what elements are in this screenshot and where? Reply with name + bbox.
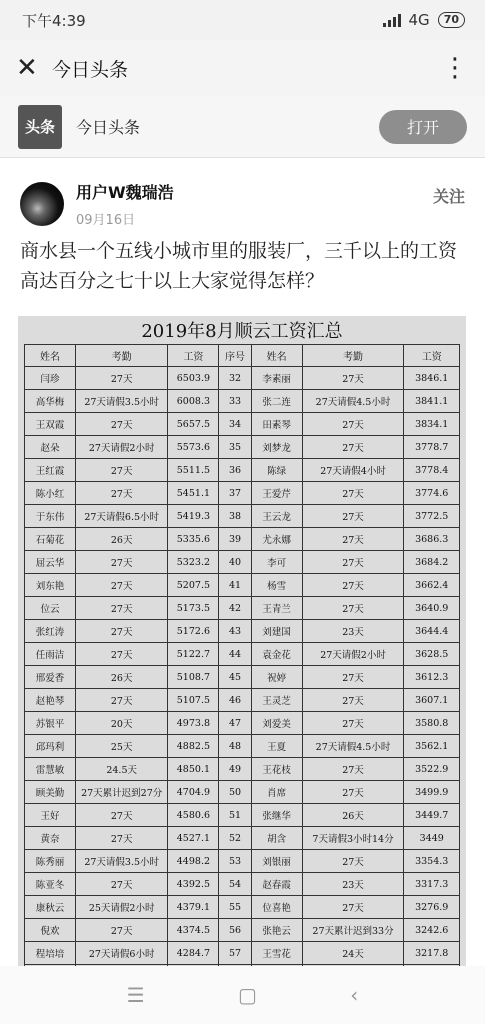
table-row	[25, 436, 460, 459]
post-date: 09月16日	[76, 213, 136, 228]
table-cell: 5323.2	[168, 551, 219, 574]
table-row	[25, 367, 460, 390]
table-row	[25, 873, 460, 896]
table-cell: 27天	[302, 551, 404, 574]
table-row	[25, 850, 460, 873]
table-cell: 46	[219, 689, 251, 712]
table-header-cell: 考勤	[75, 345, 168, 367]
table-cell: 李可	[251, 551, 302, 574]
table-cell: 3778.7	[404, 436, 460, 459]
table-cell: 27天	[75, 827, 168, 850]
table-cell: 57	[219, 942, 251, 965]
table-cell: 王爱芹	[251, 482, 302, 505]
table-cell: 27天	[302, 367, 404, 390]
table-cell: 23天	[302, 620, 404, 643]
table-body	[25, 367, 460, 967]
table-cell: 5107.5	[168, 689, 219, 712]
table-cell: 张二连	[251, 390, 302, 413]
table-cell: 23天	[302, 873, 404, 896]
table-cell: 赵艳琴	[25, 689, 76, 712]
table-cell: 刘东艳	[25, 574, 76, 597]
table-row	[25, 942, 460, 965]
table-cell: 5335.6	[168, 528, 219, 551]
table-cell: 3354.3	[404, 850, 460, 873]
table-cell: 25天	[75, 735, 168, 758]
author-name[interactable]: 用户W魏瑞浩	[76, 183, 174, 202]
status-time: 下午4:39	[22, 11, 86, 30]
table-row	[25, 390, 460, 413]
table-cell: 高华梅	[25, 390, 76, 413]
table-cell: 3217.8	[404, 942, 460, 965]
table-cell: 6503.9	[168, 367, 219, 390]
app-banner	[0, 96, 485, 158]
table-cell: 邢爱香	[25, 666, 76, 689]
table-cell: 27天请假6.5小时	[75, 505, 168, 528]
table-cell: 4379.1	[168, 896, 219, 919]
table-row	[25, 804, 460, 827]
table-cell: 张艳云	[251, 919, 302, 942]
table-cell: 3628.5	[404, 643, 460, 666]
table-row	[25, 735, 460, 758]
table-cell: 刘爱美	[251, 712, 302, 735]
table-cell: 26天	[75, 666, 168, 689]
table-cell: 3774.6	[404, 482, 460, 505]
table-cell: 3522.9	[404, 758, 460, 781]
table-row	[25, 827, 460, 850]
table-row	[25, 597, 460, 620]
table-cell: 3778.4	[404, 459, 460, 482]
sheet-title: 2019年8月顺云工资汇总	[141, 321, 343, 342]
table-cell: 王花枝	[251, 758, 302, 781]
table-row	[25, 574, 460, 597]
table-cell: 27天	[302, 896, 404, 919]
table-cell: 4850.1	[168, 758, 219, 781]
table-cell: 3607.1	[404, 689, 460, 712]
table-cell: 3684.2	[404, 551, 460, 574]
battery-level: 70	[443, 13, 459, 26]
table-cell: 倪欢	[25, 919, 76, 942]
table-header-cell: 姓名	[251, 345, 302, 367]
table-cell: 4392.5	[168, 873, 219, 896]
table-cell: 27天	[302, 781, 404, 804]
table-header-cell: 工资	[404, 345, 460, 367]
table-cell: 27天请假4.5小时	[302, 735, 404, 758]
table-cell: 5657.5	[168, 413, 219, 436]
table-cell: 5173.5	[168, 597, 219, 620]
table-cell: 27天	[302, 436, 404, 459]
table-cell: 任雨洁	[25, 643, 76, 666]
table-cell: 3686.3	[404, 528, 460, 551]
salary-sheet	[18, 316, 466, 966]
table-cell: 27天	[75, 873, 168, 896]
table-cell: 祝婷	[251, 666, 302, 689]
table-cell: 于东伟	[25, 505, 76, 528]
post-headline: 商水县一个五线小城市里的服装厂，三千以上的工资高达百分之七十以上大家觉得怎样？	[20, 240, 458, 292]
table-row	[25, 666, 460, 689]
table-cell: 陈小红	[25, 482, 76, 505]
table-cell: 49	[219, 758, 251, 781]
status-indicators	[383, 11, 465, 29]
table-cell: 33	[219, 390, 251, 413]
table-cell: 位喜艳	[251, 896, 302, 919]
table-cell: 4973.8	[168, 712, 219, 735]
table-cell: 32	[219, 367, 251, 390]
table-cell: 42	[219, 597, 251, 620]
table-cell: 6008.3	[168, 390, 219, 413]
follow-button[interactable]: 关注	[432, 187, 465, 206]
table-cell: 石菊花	[25, 528, 76, 551]
article-content	[0, 158, 485, 966]
table-cell: 27天	[302, 597, 404, 620]
table-cell: 24天	[302, 942, 404, 965]
table-cell: 王好	[25, 804, 76, 827]
table-cell: 56	[219, 919, 251, 942]
table-row	[25, 919, 460, 942]
table-row	[25, 689, 460, 712]
table-cell: 5419.3	[168, 505, 219, 528]
table-cell: 27天	[302, 850, 404, 873]
table-cell: 5573.6	[168, 436, 219, 459]
table-cell: 34	[219, 413, 251, 436]
table-cell: 王夏	[251, 735, 302, 758]
table-cell: 27天	[302, 666, 404, 689]
table-cell: 27天	[75, 597, 168, 620]
table-cell: 36	[219, 459, 251, 482]
author-info	[76, 180, 174, 228]
app-name: 今日头条	[76, 118, 141, 137]
table-cell: 赵春霞	[251, 873, 302, 896]
table-cell: 27天累计迟到33分	[302, 919, 404, 942]
table-cell: 3841.1	[404, 390, 460, 413]
table-row	[25, 528, 460, 551]
table-cell: 3644.4	[404, 620, 460, 643]
table-cell: 4374.5	[168, 919, 219, 942]
table-row	[25, 551, 460, 574]
table-cell: 27天请假3.5小时	[75, 390, 168, 413]
table-cell: 27天	[302, 505, 404, 528]
table-cell: 4498.2	[168, 850, 219, 873]
table-cell: 王雪花	[251, 942, 302, 965]
table-row	[25, 781, 460, 804]
table-cell: 38	[219, 505, 251, 528]
table-cell: 王云龙	[251, 505, 302, 528]
back-chevron-icon[interactable]: ‹	[350, 983, 359, 1007]
table-cell: 3834.1	[404, 413, 460, 436]
table-cell: 27天	[75, 413, 168, 436]
table-cell: 刘建国	[251, 620, 302, 643]
table-row	[25, 459, 460, 482]
table-cell: 3846.1	[404, 367, 460, 390]
table-cell: 43	[219, 620, 251, 643]
table-cell: 位云	[25, 597, 76, 620]
table-row	[25, 482, 460, 505]
table-cell: 肖席	[251, 781, 302, 804]
system-nav-bar	[0, 966, 485, 1024]
table-row	[25, 712, 460, 735]
table-cell: 3242.6	[404, 919, 460, 942]
table-cell: 5108.7	[168, 666, 219, 689]
table-header-row	[25, 345, 460, 367]
battery-icon	[438, 12, 465, 28]
table-cell: 顾美勤	[25, 781, 76, 804]
table-cell: 47	[219, 712, 251, 735]
table-cell: 27天	[75, 643, 168, 666]
table-cell: 5511.5	[168, 459, 219, 482]
table-cell: 27天请假2小时	[75, 436, 168, 459]
table-cell: 27天	[302, 574, 404, 597]
more-icon[interactable]: ⋮	[442, 53, 469, 83]
table-cell: 27天	[75, 551, 168, 574]
app-logo: 头条	[18, 105, 62, 149]
table-cell: 4527.1	[168, 827, 219, 850]
table-cell: 田素琴	[251, 413, 302, 436]
table-cell: 3772.5	[404, 505, 460, 528]
table-cell: 王灵芝	[251, 689, 302, 712]
table-row	[25, 620, 460, 643]
page-title: 今日头条	[52, 58, 129, 81]
table-cell: 27天	[75, 689, 168, 712]
table-cell: 陈秀丽	[25, 850, 76, 873]
table-cell: 27天	[75, 482, 168, 505]
close-icon[interactable]: ✕	[16, 53, 38, 83]
table-cell: 3562.1	[404, 735, 460, 758]
table-cell: 51	[219, 804, 251, 827]
table-cell: 27天	[75, 459, 168, 482]
table-cell: 雷慧敏	[25, 758, 76, 781]
table-cell: 55	[219, 896, 251, 919]
table-cell: 程培培	[25, 942, 76, 965]
table-cell: 3612.3	[404, 666, 460, 689]
table-cell: 4580.6	[168, 804, 219, 827]
table-cell: 27天	[75, 620, 168, 643]
table-cell: 48	[219, 735, 251, 758]
signal-icon	[383, 14, 401, 27]
table-header-cell: 姓名	[25, 345, 76, 367]
table-cell: 黄奈	[25, 827, 76, 850]
table-cell: 3317.3	[404, 873, 460, 896]
table-cell: 赵朵	[25, 436, 76, 459]
table-cell: 27天	[75, 804, 168, 827]
home-square-icon[interactable]: ▢	[238, 983, 257, 1007]
table-cell: 王双霞	[25, 413, 76, 436]
network-type: 4G	[408, 11, 430, 29]
table-cell: 27天	[75, 574, 168, 597]
table-cell: 5207.5	[168, 574, 219, 597]
table-cell: 3580.8	[404, 712, 460, 735]
table-cell: 3276.9	[404, 896, 460, 919]
table-cell: 45	[219, 666, 251, 689]
table-cell: 5122.7	[168, 643, 219, 666]
table-cell: 3662.4	[404, 574, 460, 597]
table-cell: 27天	[302, 758, 404, 781]
table-cell: 胡含	[251, 827, 302, 850]
table-row	[25, 643, 460, 666]
table-cell: 26天	[302, 804, 404, 827]
table-cell: 4704.9	[168, 781, 219, 804]
table-cell: 44	[219, 643, 251, 666]
table-cell: 27天请假4.5小时	[302, 390, 404, 413]
table-cell: 27天	[75, 367, 168, 390]
table-cell: 27天请假2小时	[302, 643, 404, 666]
table-cell: 袁金花	[251, 643, 302, 666]
table-cell: 杨雪	[251, 574, 302, 597]
table-cell: 闫珍	[25, 367, 76, 390]
table-cell: 屈云华	[25, 551, 76, 574]
table-cell: 35	[219, 436, 251, 459]
table-cell: 26天	[75, 528, 168, 551]
table-cell: 4882.5	[168, 735, 219, 758]
table-cell: 27天请假6小时	[75, 942, 168, 965]
author-block[interactable]	[20, 180, 174, 228]
table-cell: 27天	[302, 689, 404, 712]
table-cell: 刘梦龙	[251, 436, 302, 459]
status-bar	[0, 0, 485, 40]
table-cell: 25天请假2小时	[75, 896, 168, 919]
table-cell: 27天请假4小时	[302, 459, 404, 482]
table-cell: 27天	[75, 919, 168, 942]
table-cell: 27天	[302, 712, 404, 735]
table-cell: 张红涛	[25, 620, 76, 643]
table-header-cell: 序号	[219, 345, 251, 367]
menu-icon[interactable]: ☰	[126, 983, 145, 1007]
table-cell: 5451.1	[168, 482, 219, 505]
table-cell: 3449	[404, 827, 460, 850]
table-cell: 39	[219, 528, 251, 551]
table-cell: 康秋云	[25, 896, 76, 919]
avatar[interactable]	[20, 182, 64, 226]
table-row	[25, 758, 460, 781]
table-cell: 3640.9	[404, 597, 460, 620]
table-cell: 7天请假3小时14分	[302, 827, 404, 850]
table-cell: 41	[219, 574, 251, 597]
table-row	[25, 896, 460, 919]
table-cell: 27天累计迟到27分	[75, 781, 168, 804]
table-cell: 40	[219, 551, 251, 574]
salary-sheet-photo[interactable]	[18, 316, 466, 966]
open-app-button[interactable]: 打开	[379, 110, 467, 144]
salary-table	[24, 344, 460, 966]
table-cell: 27天	[302, 482, 404, 505]
table-cell: 54	[219, 873, 251, 896]
table-cell: 27天请假3.5小时	[75, 850, 168, 873]
table-header-cell: 工资	[168, 345, 219, 367]
table-cell: 53	[219, 850, 251, 873]
table-cell: 尤永娜	[251, 528, 302, 551]
table-cell: 张继华	[251, 804, 302, 827]
table-row	[25, 505, 460, 528]
table-cell: 24.5天	[75, 758, 168, 781]
table-cell: 27天	[302, 528, 404, 551]
table-cell: 27天	[302, 413, 404, 436]
table-cell: 苏银平	[25, 712, 76, 735]
table-cell: 52	[219, 827, 251, 850]
table-cell: 陈绿	[251, 459, 302, 482]
table-cell: 邱玛利	[25, 735, 76, 758]
table-cell: 3499.9	[404, 781, 460, 804]
table-cell: 37	[219, 482, 251, 505]
table-cell: 陈亚冬	[25, 873, 76, 896]
table-cell: 王青兰	[251, 597, 302, 620]
table-row	[25, 413, 460, 436]
table-cell: 5172.6	[168, 620, 219, 643]
table-cell: 刘银丽	[251, 850, 302, 873]
table-cell: 3449.7	[404, 804, 460, 827]
table-cell: 4284.7	[168, 942, 219, 965]
table-header-cell: 考勤	[302, 345, 404, 367]
table-cell: 20天	[75, 712, 168, 735]
table-cell: 王红霞	[25, 459, 76, 482]
top-bar	[0, 40, 485, 96]
table-cell: 50	[219, 781, 251, 804]
table-cell: 李素丽	[251, 367, 302, 390]
